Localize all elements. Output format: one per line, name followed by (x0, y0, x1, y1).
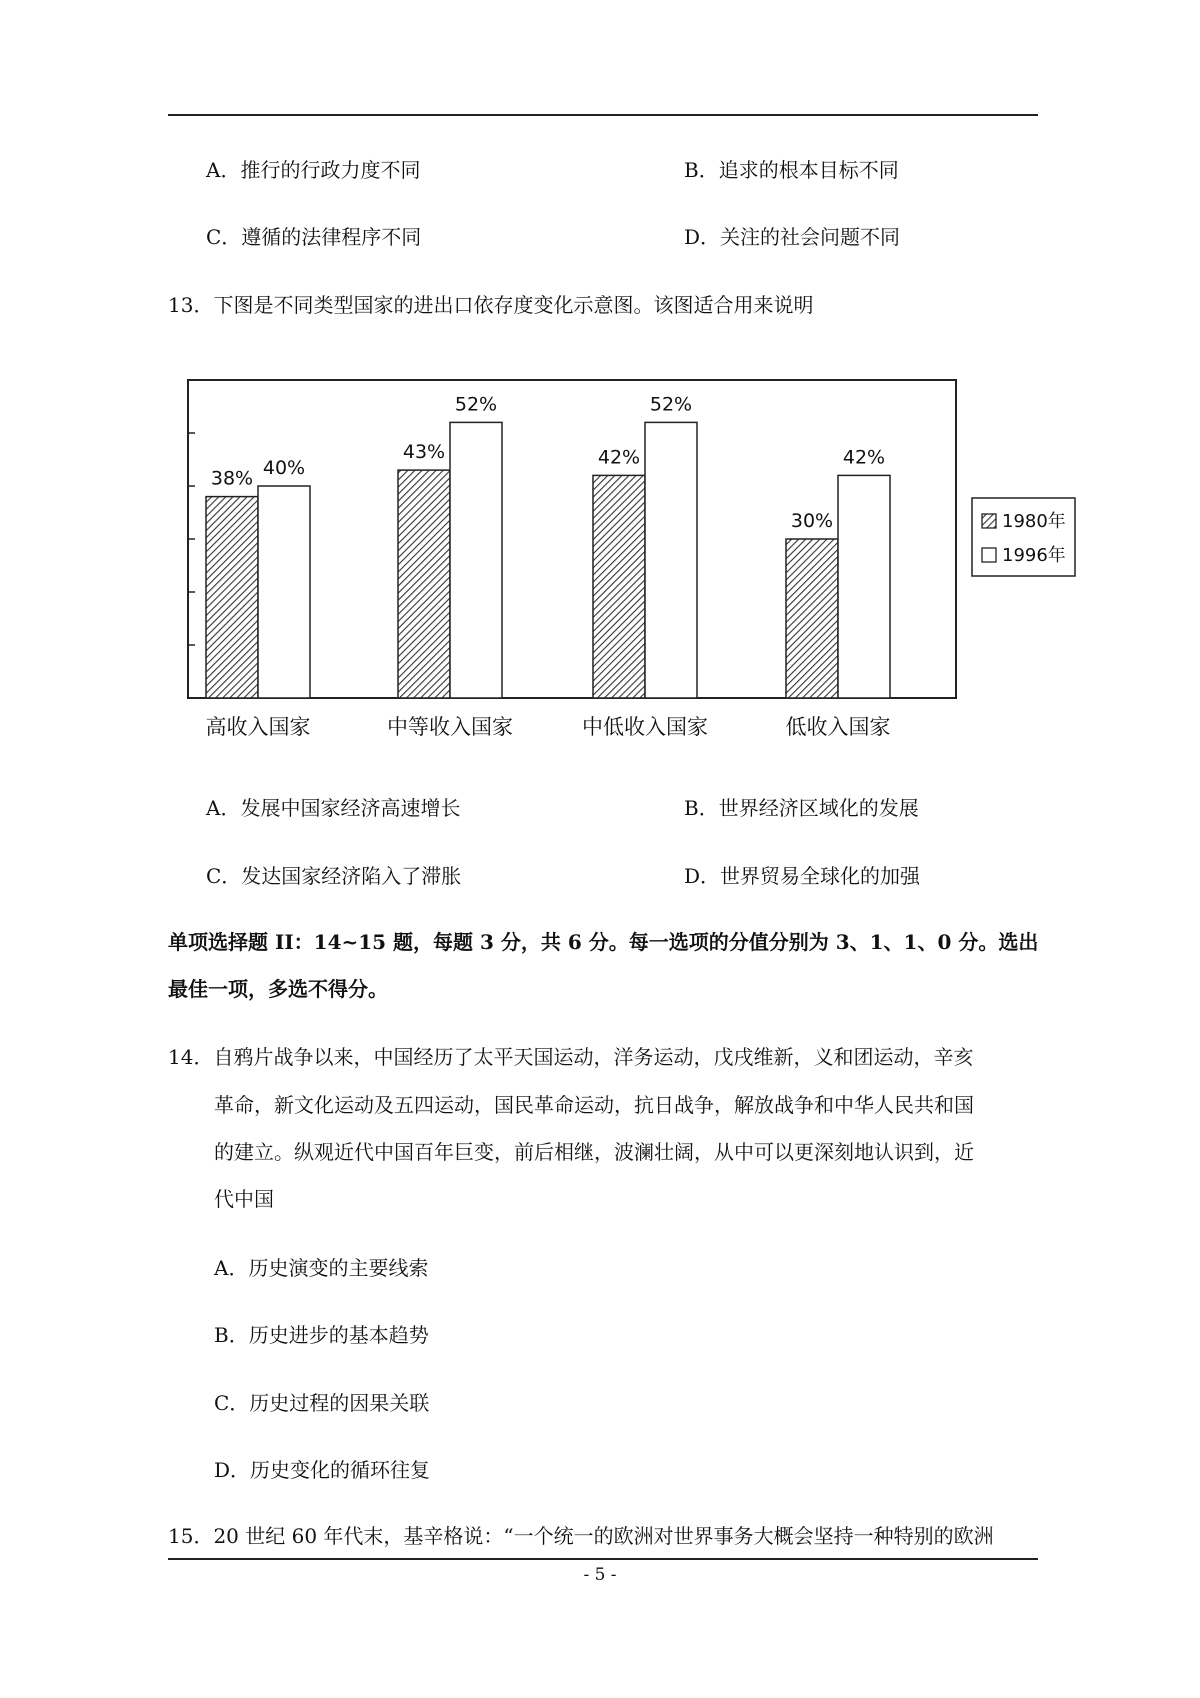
x-tick-label-中等收入国家: 中等收入国家 (387, 715, 513, 739)
bar-label-1980年-中等收入国家: 43% (402, 441, 446, 464)
bar-1980年-低收入国家 (786, 539, 838, 698)
q13-option-a[interactable]: A．发展中国家经济高速增长 (206, 796, 461, 820)
q14-option-d[interactable]: D．历史变化的循环往复 (214, 1458, 431, 1482)
bar-1996年-高收入国家 (258, 486, 310, 698)
legend-label-1996: 1996年 (1002, 545, 1066, 566)
bar-label-1996年-中低收入国家: 52% (649, 393, 693, 416)
q14-option-a[interactable]: A．历史演变的主要线索 (214, 1256, 429, 1280)
q12-option-b[interactable]: B．追求的根本目标不同 (684, 158, 899, 182)
q12-option-c[interactable]: C．遵循的法律程序不同 (206, 225, 422, 249)
q15-stem: 15．20 世纪 60 年代末，基辛格说：“一个统一的欧洲对世界事务大概会坚持一种特别的欧洲 (168, 1524, 994, 1548)
bar-1996年-中低收入国家 (645, 422, 697, 698)
legend-swatch-1996 (982, 548, 996, 562)
q12-option-d[interactable]: D．关注的社会问题不同 (684, 225, 901, 249)
q13-option-d[interactable]: D．世界贸易全球化的加强 (684, 864, 921, 888)
page-number: - 5 - (583, 1565, 617, 1585)
bar-label-1996年-低收入国家: 42% (842, 446, 886, 469)
bar-1980年-高收入国家 (206, 497, 258, 698)
x-tick-label-中低收入国家: 中低收入国家 (582, 715, 708, 739)
bar-1980年-中低收入国家 (593, 475, 645, 698)
legend-label-1980: 1980年 (1002, 511, 1066, 532)
q14-stem-line-4: 代中国 (214, 1187, 274, 1211)
legend-swatch-1980 (982, 514, 996, 528)
footer-rule (168, 1558, 1038, 1560)
x-tick-label-低收入国家: 低收入国家 (785, 715, 891, 739)
header-rule (168, 114, 1038, 116)
q13-option-b[interactable]: B．世界经济区域化的发展 (684, 796, 919, 820)
bar-label-1980年-高收入国家: 38% (210, 467, 254, 490)
section-instruction-line-2: 最佳一项，多选不得分。 (168, 977, 388, 1001)
q12-option-a[interactable]: A．推行的行政力度不同 (206, 158, 421, 182)
legend (972, 498, 1075, 576)
bar-1996年-低收入国家 (838, 475, 890, 698)
x-tick-label-高收入国家: 高收入国家 (205, 715, 311, 739)
q14-option-b[interactable]: B．历史进步的基本趋势 (214, 1323, 429, 1347)
bar-1996年-中等收入国家 (450, 422, 502, 698)
x-axis-category-labels (206, 715, 891, 739)
q14-stem-line-3: 的建立。纵观近代中国百年巨变，前后相继，波澜壮阔，从中可以更深刻地认识到，近 (214, 1140, 974, 1164)
q14-stem-line-2: 革命，新文化运动及五四运动，国民革命运动，抗日战争，解放战争和中华人民共和国 (214, 1093, 974, 1117)
bar-label-1980年-中低收入国家: 42% (597, 446, 641, 469)
trade-dependency-bar-chart (170, 368, 1090, 758)
bar-1980年-中等收入国家 (398, 470, 450, 698)
q13-option-c[interactable]: C．发达国家经济陷入了滞胀 (206, 864, 462, 888)
bar-label-1980年-低收入国家: 30% (790, 510, 834, 532)
q13-stem: 13．下图是不同类型国家的进出口依存度变化示意图。该图适合用来说明 (168, 293, 814, 317)
section-instruction-line-1: 单项选择题 II：14~15 题，每题 3 分，共 6 分。每一选项的分值分别为 3、1、1、0 分。选出 (168, 930, 1039, 954)
q14-option-c[interactable]: C．历史过程的因果关联 (214, 1391, 430, 1415)
bar-label-1996年-高收入国家: 40% (262, 457, 306, 479)
q14-stem-line-1: 14．自鸦片战争以来，中国经历了太平天国运动，洋务运动，戊戌维新，义和团运动，辛亥 (168, 1045, 974, 1069)
bar-label-1996年-中等收入国家: 52% (454, 393, 498, 416)
